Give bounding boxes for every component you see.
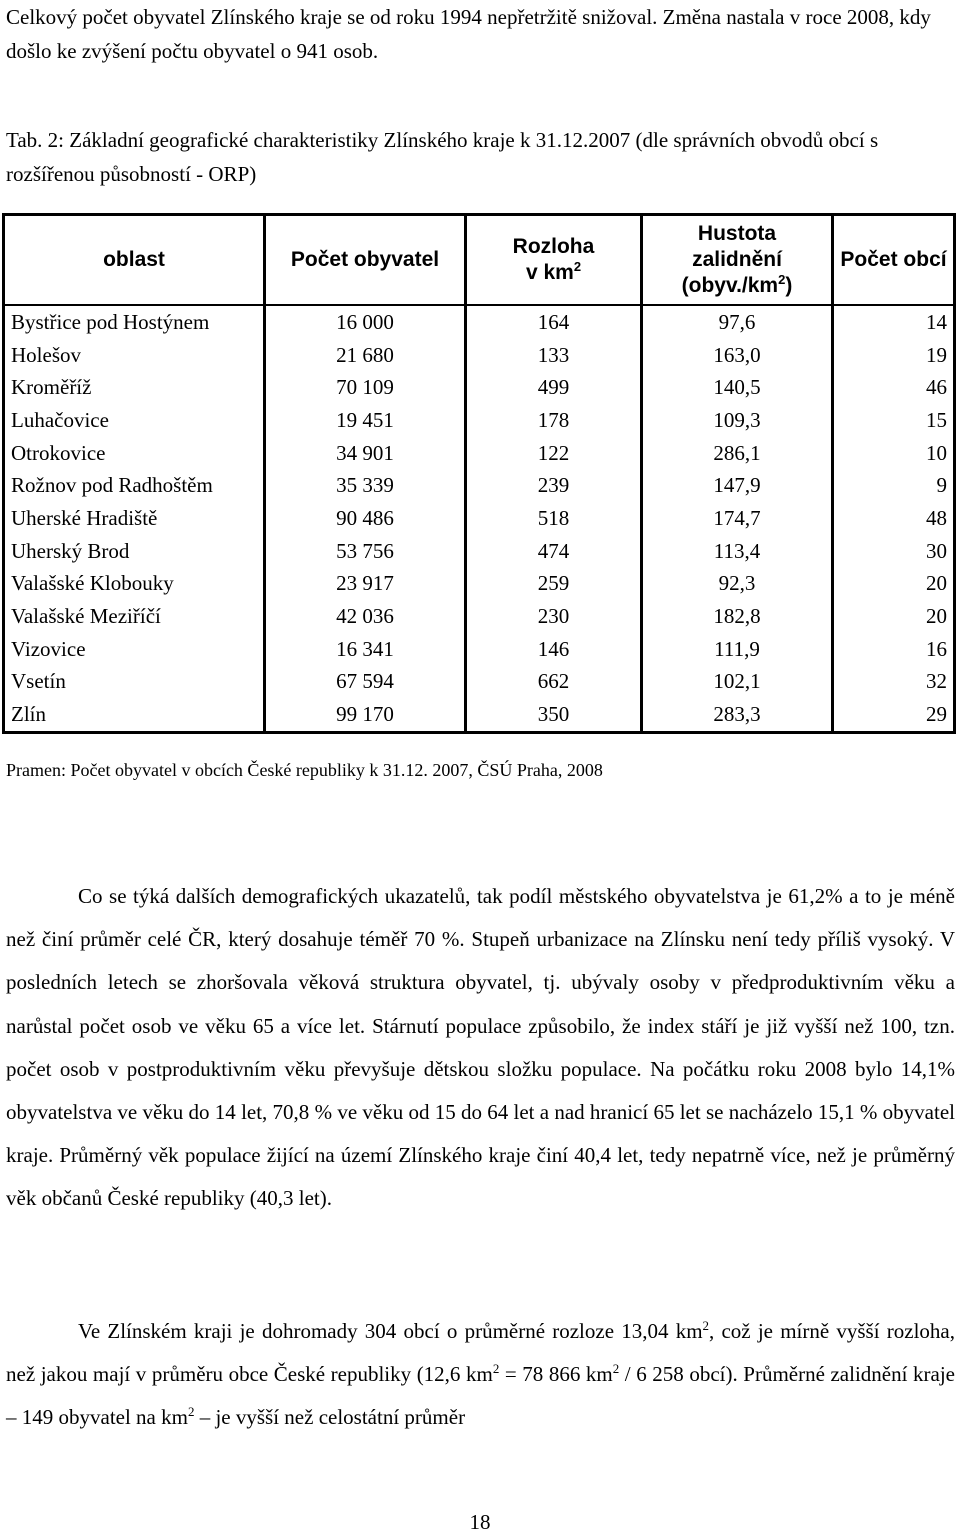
header-hustota-line2: zalidnění <box>692 248 782 271</box>
demographics-paragraph: Co se týká dalších demografických ukazatelů, tak podíl městského obyvatelstva je 61,2% a to je méně než činí průměr celé ČR, který dosahuje téměř 70 %. Stupeň urbanizace na Zlínsku není tedy příliš vysoký. V posledních letech se zhoršovala věková struktura obyvatel, tj. ubývaly osoby v předproduktivním věku a narůstal počet osob ve věku 65 a více let. Stárnutí populace způsobilo, že index stáří je již vyšší než 100, tzn. počet osob v postproduktivním věku převyšuje dětskou složku populace. Na počátku roku 2008 bylo 14,1% obyvatelstva ve věku do 14 let, 70,8 % ve věku od 15 do 64 let a nad hranicí 65 let se nacházelo 15,1 % obyvatel kraje. Průměrný věk populace žijící na území Zlínského kraje činí 40,4 let, tedy nepatrně více, než je průměrný věk občanů České republiky (40,3 let). <box>6 884 955 1211</box>
cell-rozloha: 474 <box>466 535 642 568</box>
table-header-row <box>4 215 955 306</box>
table-row <box>4 535 955 568</box>
cell-rozloha: 239 <box>466 469 642 502</box>
cell-pocet-obci: 19 <box>833 339 955 372</box>
cell-rozloha: 499 <box>466 371 642 404</box>
cell-rozloha: 518 <box>466 502 642 535</box>
p2-part2: , což je mírně vyšší rozloha, než jakou mají v průměru obce České republiky (12,6 km <box>6 1319 955 1387</box>
header-hustota-close: ) <box>785 274 793 297</box>
cell-pocet-obyvatel: 19 451 <box>265 404 466 437</box>
cell-hustota: 283,3 <box>642 698 833 732</box>
cell-pocet-obci: 20 <box>833 600 955 633</box>
cell-rozloha: 259 <box>466 568 642 601</box>
cell-pocet-obci: 14 <box>833 305 955 339</box>
cell-pocet-obci: 15 <box>833 404 955 437</box>
p2-sup-c: 2 <box>612 1361 620 1377</box>
header-hustota-sup: 2 <box>778 272 786 287</box>
cell-hustota: 109,3 <box>642 404 833 437</box>
table-source-note: Pramen: Počet obyvatel v obcích České republiky k 31.12. 2007, ČSÚ Praha, 2008 <box>6 760 603 780</box>
header-pocet-obyvatel: Počet obyvatel <box>265 215 466 306</box>
cell-pocet-obyvatel: 90 486 <box>265 502 466 535</box>
cell-oblast: Otrokovice <box>11 440 106 465</box>
table-row <box>4 469 955 502</box>
cell-rozloha: 350 <box>466 698 642 732</box>
table-row <box>4 600 955 633</box>
cell-pocet-obyvatel: 53 756 <box>265 535 466 568</box>
cell-hustota: 102,1 <box>642 666 833 699</box>
cell-hustota: 92,3 <box>642 568 833 601</box>
header-oblast: oblast <box>4 215 265 306</box>
cell-rozloha: 662 <box>466 666 642 699</box>
cell-pocet-obyvatel: 34 901 <box>265 437 466 470</box>
cell-pocet-obci: 10 <box>833 437 955 470</box>
cell-pocet-obci: 20 <box>833 568 955 601</box>
cell-oblast: Bystřice pod Hostýnem <box>11 309 210 334</box>
cell-hustota: 147,9 <box>642 469 833 502</box>
cell-oblast: Vizovice <box>11 636 86 661</box>
cell-rozloha: 230 <box>466 600 642 633</box>
cell-pocet-obyvatel: 67 594 <box>265 666 466 699</box>
header-hustota-line1: Hustota <box>697 222 777 245</box>
cell-pocet-obyvatel: 70 109 <box>265 371 466 404</box>
cell-pocet-obci: 32 <box>833 666 955 699</box>
cell-oblast: Uherský Brod <box>11 538 130 563</box>
cell-pocet-obyvatel: 23 917 <box>265 568 466 601</box>
cell-rozloha: 164 <box>466 305 642 339</box>
cell-pocet-obyvatel: 42 036 <box>265 600 466 633</box>
cell-pocet-obci: 9 <box>833 469 955 502</box>
p2-sup-d: 2 <box>187 1404 195 1420</box>
header-pocet-obci: Počet obcí <box>833 215 955 306</box>
municipalities-paragraph <box>6 1310 955 1440</box>
cell-pocet-obci: 16 <box>833 633 955 666</box>
cell-hustota: 140,5 <box>642 371 833 404</box>
cell-oblast: Zlín <box>11 702 46 727</box>
table-row <box>4 666 955 699</box>
cell-oblast: Valašské Meziříčí <box>11 604 161 629</box>
cell-pocet-obyvatel: 21 680 <box>265 339 466 372</box>
p2-part3: = 78 866 km <box>499 1362 613 1387</box>
cell-rozloha: 178 <box>466 404 642 437</box>
cell-hustota: 286,1 <box>642 437 833 470</box>
cell-oblast: Valašské Klobouky <box>11 571 174 596</box>
cell-pocet-obyvatel: 99 170 <box>265 698 466 732</box>
cell-hustota: 174,7 <box>642 502 833 535</box>
p2-part1: Ve Zlínském kraji je dohromady 304 obcí o průměrné rozloze 13,04 km <box>78 1319 703 1343</box>
header-rozloha <box>466 215 642 306</box>
table-row <box>4 437 955 470</box>
p2-sup-b: 2 <box>492 1361 500 1377</box>
cell-oblast: Kroměříž <box>11 375 92 400</box>
cell-pocet-obci: 46 <box>833 371 955 404</box>
cell-hustota: 97,6 <box>642 305 833 339</box>
table-row <box>4 568 955 601</box>
cell-hustota: 113,4 <box>642 535 833 568</box>
cell-rozloha: 133 <box>466 339 642 372</box>
p2-sup-a: 2 <box>702 1318 710 1333</box>
cell-pocet-obyvatel: 16 000 <box>265 305 466 339</box>
table-row <box>4 633 955 666</box>
p2-part5: – je vyšší než celostátní průměr <box>194 1405 466 1430</box>
header-hustota-line3: (obyv./km <box>681 274 779 297</box>
cell-oblast: Holešov <box>11 342 81 367</box>
cell-pocet-obyvatel: 35 339 <box>265 469 466 502</box>
cell-oblast: Rožnov pod Radhoštěm <box>11 473 213 498</box>
header-rozloha-line1: Rozloha <box>512 235 595 258</box>
table-row <box>4 502 955 535</box>
cell-pocet-obci: 48 <box>833 502 955 535</box>
cell-oblast: Uherské Hradiště <box>11 505 158 530</box>
table-row <box>4 305 955 339</box>
header-rozloha-sup: 2 <box>573 259 582 274</box>
table-row <box>4 371 955 404</box>
table-row <box>4 404 955 437</box>
table-caption: Tab. 2: Základní geografické charakteristiky Zlínského kraje k 31.12.2007 (dle správních obvodů obcí s rozšířenou působností - ORP) <box>6 128 879 186</box>
cell-hustota: 111,9 <box>642 633 833 666</box>
cell-pocet-obyvatel: 16 341 <box>265 633 466 666</box>
intro-paragraph: Celkový počet obyvatel Zlínského kraje se od roku 1994 nepřetržitě snižoval. Změna nastala v roce 2008, kdy došlo ke zvýšení počtu obyvatel o 941 osob. <box>6 5 931 63</box>
table-row <box>4 339 955 372</box>
table-row <box>4 698 955 732</box>
cell-pocet-obci: 30 <box>833 535 955 568</box>
cell-rozloha: 146 <box>466 633 642 666</box>
cell-pocet-obci: 29 <box>833 698 955 732</box>
header-hustota <box>642 215 833 306</box>
orp-characteristics-table <box>2 213 956 734</box>
cell-hustota: 163,0 <box>642 339 833 372</box>
cell-rozloha: 122 <box>466 437 642 470</box>
p2-part4: / 6 258 obcí). Průměrné zalidnění kraje – 149 obyvatel na km <box>6 1362 955 1430</box>
cell-oblast: Luhačovice <box>11 407 109 432</box>
page-number: 18 <box>469 1510 491 1534</box>
cell-oblast: Vsetín <box>11 669 66 694</box>
cell-hustota: 182,8 <box>642 600 833 633</box>
header-rozloha-line2: v km <box>525 261 574 284</box>
